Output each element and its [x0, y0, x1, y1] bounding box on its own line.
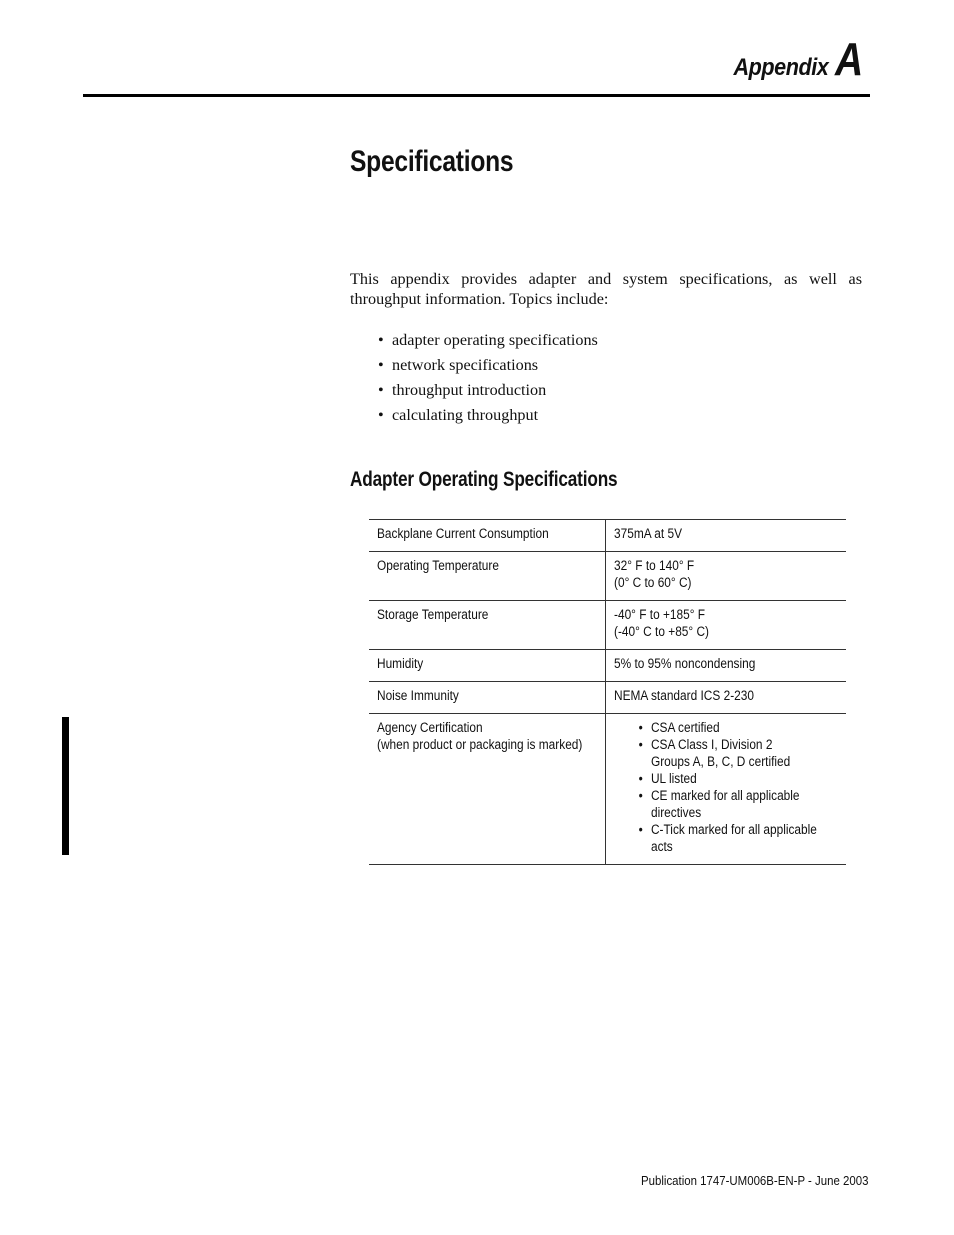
topic-list	[378, 331, 598, 431]
appendix-letter: A	[834, 33, 864, 85]
spec-label: Operating Temperature	[377, 558, 499, 573]
list-item	[639, 770, 862, 787]
spec-label: Humidity	[377, 656, 424, 671]
spec-label-cell	[369, 552, 606, 601]
spec-value: 32° F to 140° F	[614, 558, 695, 573]
table-row	[369, 520, 846, 552]
spec-label: Agency Certification	[377, 720, 483, 735]
table-row	[369, 650, 846, 682]
list-item	[639, 719, 862, 736]
list-item	[639, 787, 862, 821]
cert-line: CSA Class I, Division 2	[650, 737, 773, 752]
spec-value: (0° C to 60° C)	[614, 575, 692, 590]
topic-label: calculating throughput	[392, 406, 539, 424]
spec-value-cell	[606, 552, 847, 601]
header-rule	[83, 94, 870, 97]
cert-line: UL listed	[650, 771, 697, 786]
footer-publication: Publication 1747-UM006B-EN-P - June 2003	[640, 1173, 868, 1188]
spec-label-cell	[369, 714, 606, 865]
cert-line: CE marked for all applicable	[650, 788, 800, 803]
page-title: Specifications	[350, 145, 514, 178]
list-item	[378, 331, 598, 356]
list-item	[378, 381, 598, 406]
appendix-header	[723, 32, 868, 86]
spec-value-cell	[606, 714, 847, 865]
spec-label-cell	[369, 520, 606, 552]
list-item	[639, 821, 862, 855]
spec-value-cell	[606, 682, 847, 714]
list-item	[639, 736, 862, 770]
spec-value: (-40° C to +85° C)	[614, 624, 710, 639]
table-row	[369, 714, 846, 865]
intro-paragraph: This appendix provides adapter and system specifications, as well as throughput information. Topics include:	[350, 270, 862, 308]
change-bar	[62, 717, 69, 855]
list-item	[378, 356, 598, 381]
spec-value: 5% to 95% noncondensing	[614, 656, 756, 671]
table-row	[369, 552, 846, 601]
table-row	[369, 601, 846, 650]
spec-label-cell	[369, 650, 606, 682]
bullet-icon: •	[378, 381, 384, 399]
topic-label: adapter operating specifications	[392, 331, 598, 349]
section-heading: Adapter Operating Specifications	[350, 468, 618, 491]
bullet-icon: •	[378, 331, 384, 349]
topic-label: throughput introduction	[392, 381, 547, 399]
spec-label-cell	[369, 601, 606, 650]
cert-line: C-Tick marked for all applicable	[650, 822, 817, 837]
spec-label: Storage Temperature	[377, 607, 489, 622]
spec-value-cell	[606, 650, 847, 682]
spec-label-cell	[369, 682, 606, 714]
table-row	[369, 682, 846, 714]
spec-value: 375mA at 5V	[614, 526, 683, 541]
spec-value: NEMA standard ICS 2-230	[614, 688, 755, 703]
spec-value-cell	[606, 520, 847, 552]
topic-label: network specifications	[392, 356, 539, 374]
spec-label: Noise Immunity	[377, 688, 459, 703]
cert-line: acts	[650, 839, 673, 854]
cert-line: CSA certified	[650, 720, 720, 735]
appendix-word: Appendix	[733, 54, 829, 81]
spec-table	[369, 519, 846, 865]
bullet-icon: •	[378, 406, 384, 424]
spec-sublabel: (when product or packaging is marked)	[377, 737, 583, 752]
cert-line: directives	[650, 805, 702, 820]
list-item	[378, 406, 598, 431]
spec-value: -40° F to +185° F	[614, 607, 706, 622]
spec-label: Backplane Current Consumption	[377, 526, 549, 541]
bullet-icon: •	[378, 356, 384, 374]
spec-value-cell	[606, 601, 847, 650]
cert-line: Groups A, B, C, D certified	[650, 754, 791, 769]
certification-list	[614, 719, 861, 855]
